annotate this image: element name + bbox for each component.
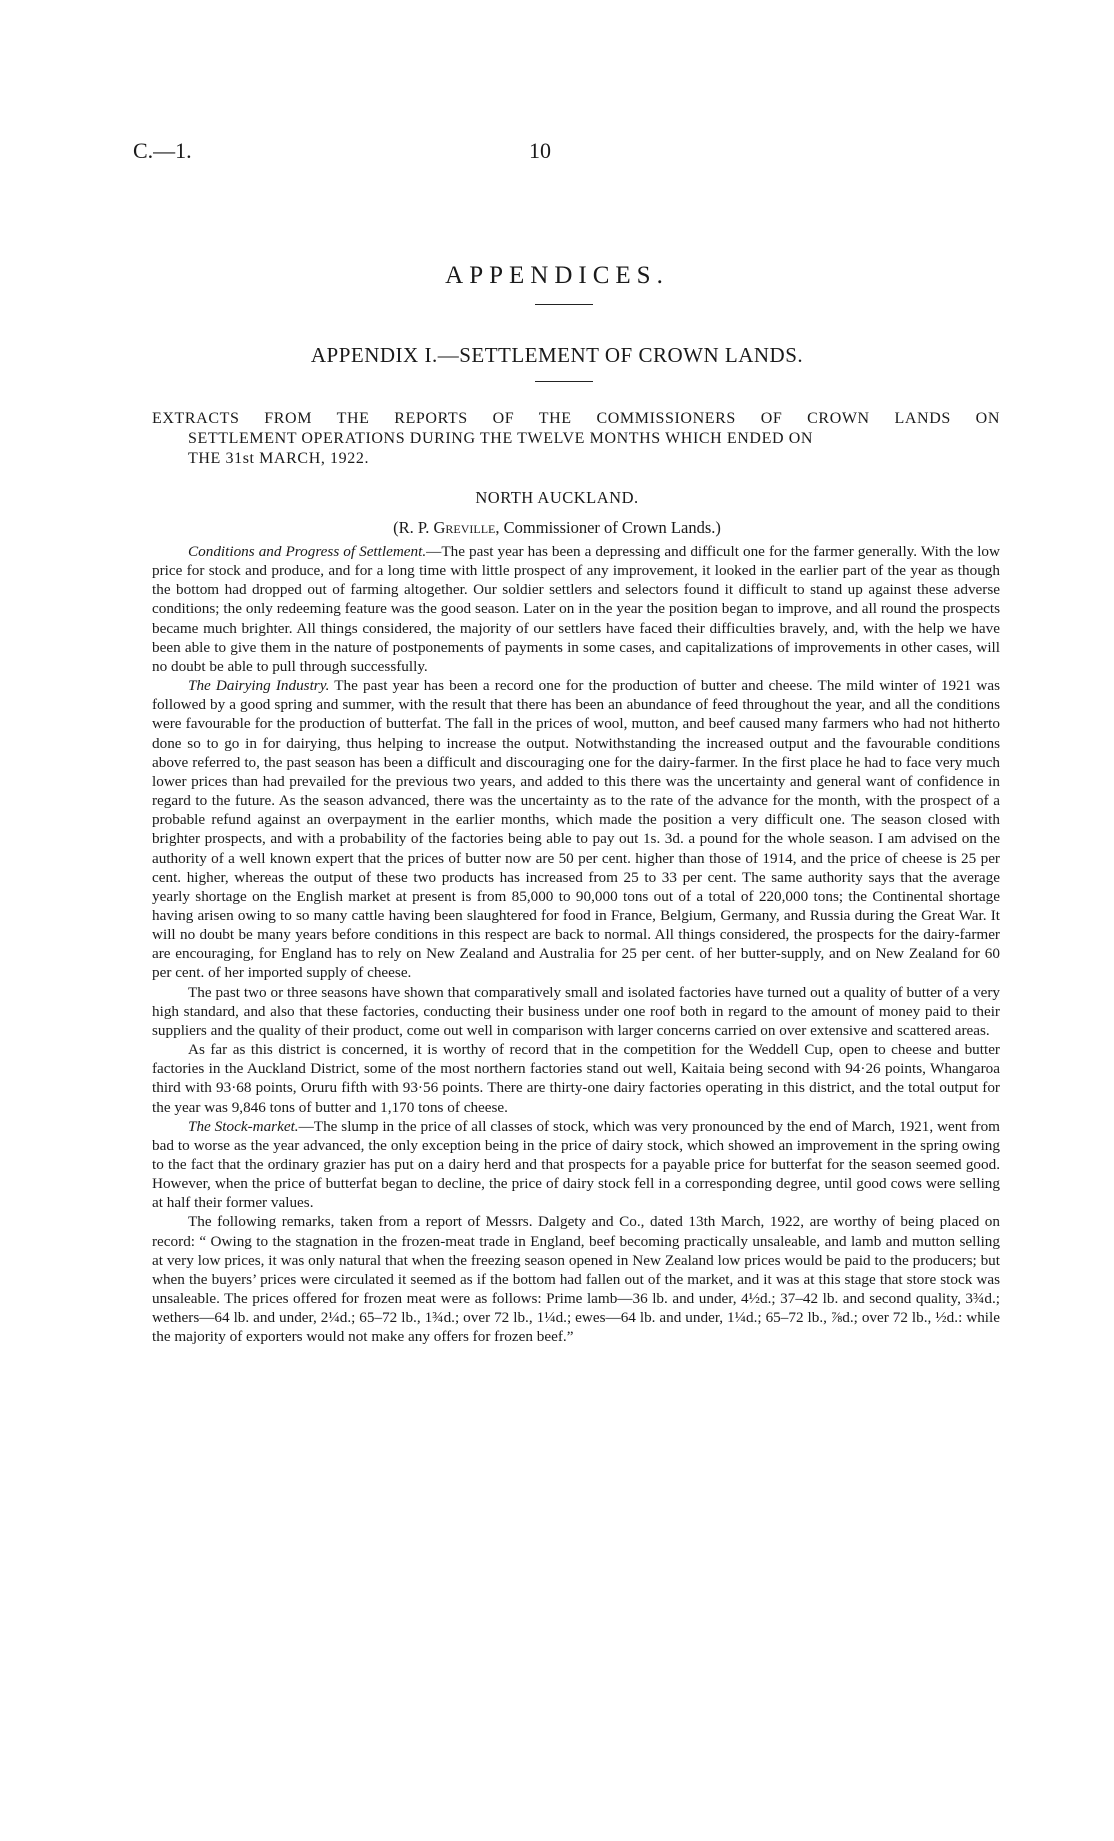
extracts-line-3: THE 31st MARCH, 1922. bbox=[188, 450, 370, 467]
paragraph-text: —The past year has been a depressing and difficult one for the farmer generally. With the low price for stock and produce, and for a long time with little prospect of any improvement, it looked in the earlier part of the year as though the bottom had dropped out of farming altogether. Our soldier settlers and selectors found it difficult to stand up against these adverse conditions; the only redeeming feature was the good season. Later on in the year the position began to improve, and all round the prospects became much brighter. All things considered, the majority of our settlers have faced their difficulties bravely, and, with the help we have been able to give them in the nature of postponements of payments in some cases, and capitalizations of improvements in other cases, will no doubt be able to pull through successfully. bbox=[152, 543, 1000, 675]
extracts-heading bbox=[152, 409, 1000, 469]
paragraph bbox=[152, 1212, 1000, 1346]
page-header bbox=[133, 138, 981, 168]
region-heading: NORTH AUCKLAND. bbox=[475, 488, 639, 507]
paragraph-heading: The Stock-market. bbox=[188, 1117, 299, 1135]
page-number: 10 bbox=[529, 138, 551, 163]
commissioner-line bbox=[0, 518, 1114, 538]
extracts-line-1: EXTRACTS FROM THE REPORTS OF THE COMMISSIONERS OF CROWN LANDS ON bbox=[152, 410, 1000, 427]
paragraph bbox=[152, 676, 1000, 983]
subtitle-rule bbox=[535, 381, 593, 382]
report-body bbox=[152, 542, 1000, 1347]
main-title: APPENDICES. bbox=[445, 262, 669, 289]
paragraph bbox=[152, 542, 1000, 676]
parliamentary-reference: C.—1. bbox=[133, 138, 192, 163]
paragraph-text: —The slump in the price of all classes of stock, which was very pronounced by the end of March, 1921, went from bad to worse as the year advanced, the only exception being in the price of dairy stock, which showed an improvement in the spring owing to the fact that the ordinary grazier has put on a dairy herd and that prospects for a payable price for butterfat for the season seemed good. However, when the price of butterfat began to decline, the price of dairy stock fell in a corresponding degree, until good cows were selling at half their former values. bbox=[152, 1117, 1000, 1212]
paragraph-text: The following remarks, taken from a report of Messrs. Dalgety and Co., dated 13th March, 1922, are worthy of being placed on record: “ Owing to the stagnation in the frozen-meat trade in England, beef becoming practically unsaleable, and lamb and mutton selling at very low prices, it was only natural that when the freezing season opened in New Zealand low prices would be paid to the producers; but when the buyers’ prices were circulated it seemed as if the bottom had fallen out of the market, and it was at this stage that store stock was unsaleable. The prices offered for frozen meat were as follows: Prime lamb—36 lb. and under, 4½d.; 37–42 lb. and second quality, 3¾d.; wethers—64 lb. and under, 2¼d.; 65–72 lb., 1¾d.; over 72 lb., 1¼d.; ewes—64 lb. and under, 1¼d.; 65–72 lb., ⅞d.; over 72 lb., ½d.: while the majority of exporters would not make any offers for frozen beef.” bbox=[152, 1213, 1000, 1346]
extracts-line-2: SETTLEMENT OPERATIONS DURING THE TWELVE MONTHS WHICH ENDED ON bbox=[188, 430, 814, 447]
paragraph bbox=[152, 983, 1000, 1040]
commissioner-name: Greville bbox=[433, 518, 496, 537]
commissioner-open: (R. P. bbox=[393, 518, 434, 537]
paragraph bbox=[152, 1040, 1000, 1117]
paragraph-heading: The Dairying Industry. bbox=[188, 677, 330, 695]
paragraph bbox=[152, 1117, 1000, 1213]
commissioner-rest: , Commissioner of Crown Lands.) bbox=[495, 518, 721, 537]
paragraph-text: The past year has been a record one for the production of butter and cheese. The mild winter of 1921 was followed by a good spring and summer, with the result that there has been an abundance of feed throughout the year, and all the conditions were favourable for the production of butterfat. The fall in the prices of wool, mutton, and beef caused many farmers who had not hitherto done so to go in for dairying, thus helping to increase the output. Notwithstanding the increased output and the favourable conditions above referred to, the past season has been a difficult and discouraging one for the dairy-farmer. In the first place he had to face very much lower prices than had prevailed for the previous two years, and added to this there was the uncertainty and general want of confidence in regard to the future. As the season advanced, there was the uncertainty as to the rate of the advance for the month, with the prospect of a probable refund against an overpayment in the earlier months, which made the position a very difficult one. The season closed with brighter prospects, and with a probability of the factories being able to pay out 1s. 3d. a pound for the whole season. I am advised on the authority of a well known expert that the prices of butter now are 50 per cent. higher than those of 1914, and the price of cheese is 25 per cent. higher, whereas the output of these two products has increased from 25 to 33 per cent. The same authority says that the average yearly shortage on the English market at present is from 85,000 to 90,000 tons out of a total of 220,000 tons; the Continental shortage having arisen owing to so many cattle having been slaughtered for food in France, Belgium, Germany, and Russia during the Great War. It will no doubt be many years before conditions in this respect are back to normal. All things considered, the prospects for the dairy-farmer are encouraging, for England has to rely on New Zealand and Australia for 25 per cent. of her butter-supply, and on New Zealand for 60 per cent. of her imported supply of cheese. bbox=[152, 677, 1000, 982]
appendix-title: APPENDIX I.—SETTLEMENT OF CROWN LANDS. bbox=[310, 343, 804, 367]
paragraph-text: As far as this district is concerned, it is worthy of record that in the competition for the Weddell Cup, open to cheese and butter factories in the Auckland District, some of the most northern factories stand out well, Kaitaia being second with 94·26 points, Whangaroa third with 93·68 points, Oruru fifth with 93·56 points. There are thirty-one dairy factories operating in this district, and the total output for the year was 9,846 tons of butter and 1,170 tons of cheese. bbox=[152, 1041, 1000, 1116]
title-rule bbox=[535, 304, 593, 305]
paragraph-heading: Conditions and Progress of Settlement. bbox=[188, 543, 427, 560]
paragraph-text: The past two or three seasons have shown that comparatively small and isolated factories have turned out a quality of butter of a very high standard, and also that these factories, conducting their business under one roof both in regard to the amount of money paid to their suppliers and the quality of their product, come out well in comparison with larger concerns carried on over extensive and scattered areas. bbox=[152, 983, 1000, 1039]
